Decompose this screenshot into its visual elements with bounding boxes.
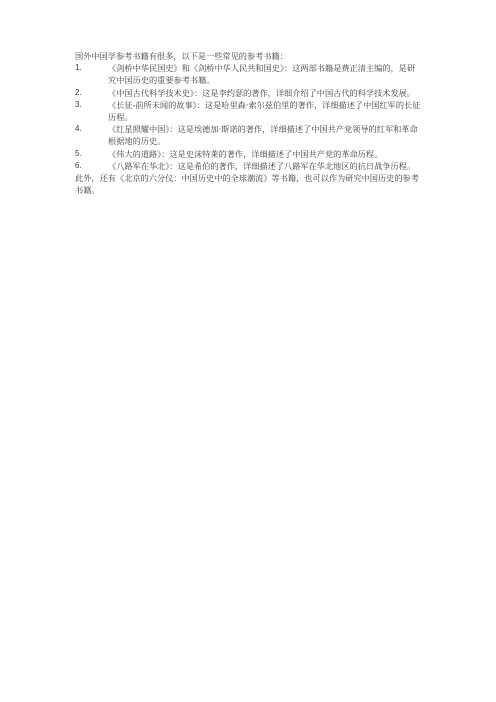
list-item-text: 《长征-前所未闻的故事》：这是哈里森·索尔兹伯里的著作，详细描述了中国红军的长征历程。: [108, 99, 421, 123]
list-item: [75, 62, 421, 86]
reference-list: [75, 62, 421, 172]
list-item-text: 《八路军在华北》：这是希伯的著作，详细描述了八路军在华北地区的抗日战争历程。: [108, 160, 416, 171]
list-item-text: 《伟大的道路》：这是史沫特莱的著作，详细描述了中国共产党的革命历程。: [108, 148, 383, 159]
list-item-number: 1.: [75, 63, 82, 73]
list-item: [75, 148, 421, 160]
list-item: [75, 160, 421, 172]
list-item: [75, 123, 421, 147]
list-item-text: 《中国古代科学技术史》：这是李约瑟的著作，详细介绍了中国古代的科学技术发展。: [108, 87, 416, 98]
list-item-number: 3.: [75, 99, 82, 109]
list-item: [75, 99, 421, 123]
list-item-number: 5.: [75, 148, 82, 158]
document-body: [75, 50, 421, 196]
intro-paragraph: 国外中国学参考书籍有很多，以下是一些常见的参考书籍：: [75, 51, 288, 61]
closing-paragraph: 此外，还有《北京的六分仪：中国历史中的全球潮流》等书籍，也可以作为研究中国历史的参考书籍。: [75, 173, 419, 196]
list-item-number: 2.: [75, 87, 82, 97]
list-item-text: 《红星照耀中国》：这是埃德加·斯诺的著作，详细描述了中国共产党领导的红军和革命根据地的历史。: [108, 124, 418, 147]
list-item-number: 4.: [75, 124, 82, 134]
list-item-number: 6.: [75, 160, 82, 170]
list-item: [75, 87, 421, 99]
list-item-text: 《剑桥中华民国史》和《剑桥中华人民共和国史》：这两部书籍是费正清主编的，是研究中国历史的重要参考书籍。: [108, 63, 416, 86]
